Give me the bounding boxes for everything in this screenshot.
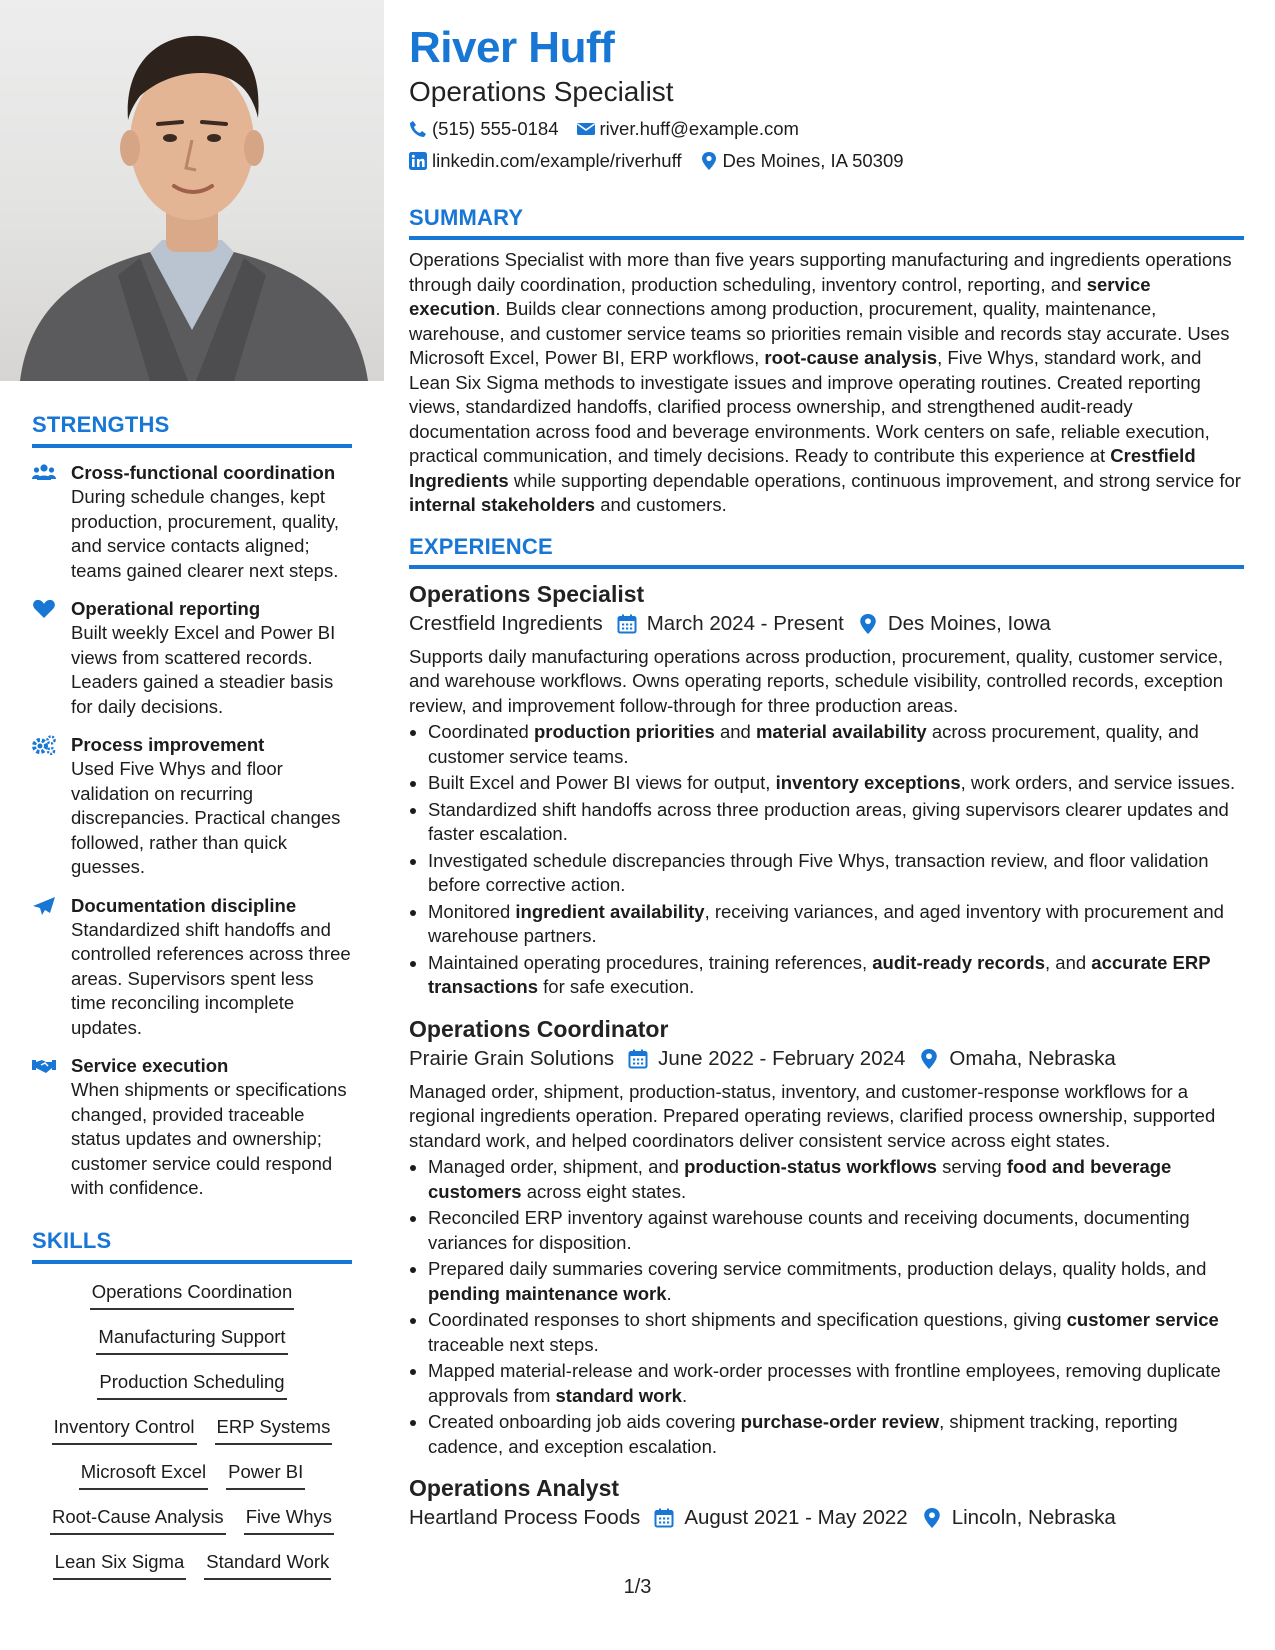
candidate-name: River Huff (409, 23, 615, 72)
job-bullet (428, 900, 1244, 949)
calendar-icon (617, 614, 637, 634)
main-content (409, 22, 1244, 1533)
users-icon (32, 463, 56, 483)
bold-text: Crestfield Ingredients (409, 445, 1196, 491)
experience-section (409, 534, 1244, 1534)
map-pin-icon (919, 1049, 939, 1069)
linkedin-text: linkedin.com/example/riverhuff (432, 150, 682, 171)
text-segment: . Builds clear connections among production, procurement, quality, maintenance, warehouse, and customer service teams so priorities remain visible and records stay accurate. Uses Microsoft Excel, Power BI, ERP workflows, (409, 298, 1230, 368)
bold-text: purchase-order review (740, 1411, 940, 1432)
summary-text (409, 248, 1244, 518)
bold-text: pending maintenance work (428, 1282, 667, 1304)
bold-text: internal stakeholders (409, 494, 596, 515)
text-segment: and (714, 721, 756, 742)
strengths-heading: STRENGTHS (32, 412, 352, 448)
experience-heading: EXPERIENCE (409, 534, 1244, 569)
job-dates: June 2022 - February 2024 (658, 1046, 906, 1070)
email-text: river.huff@example.com (599, 118, 799, 139)
heart-icon (32, 599, 56, 619)
text-segment: Coordinated (428, 721, 534, 742)
gears-icon (32, 735, 56, 755)
strength-item (32, 1054, 352, 1201)
bold-text: standard work (555, 1384, 682, 1406)
job-meta (409, 609, 1244, 639)
job-location: Lincoln, Nebraska (951, 1506, 1116, 1529)
job-bullet (428, 1206, 1244, 1255)
text-segment: across procurement, quality, and customer service teams. (428, 721, 1199, 767)
job-bullet (428, 1257, 1244, 1306)
job-bullets (409, 720, 1244, 1000)
job-bullet (428, 849, 1244, 898)
calendar-icon (654, 1508, 674, 1528)
strength-title: Documentation discipline (71, 894, 297, 916)
contact-email[interactable] (577, 118, 799, 140)
linkedin-icon (409, 152, 427, 170)
bold-text: root-cause analysis (764, 347, 938, 368)
bold-text: service execution (409, 273, 1151, 319)
skill-tag: Inventory Control (52, 1415, 197, 1445)
job-bullet (428, 798, 1244, 847)
jobs-list (409, 579, 1244, 1534)
text-segment: for safe execution. (538, 976, 695, 997)
strength-title: Operational reporting (71, 598, 261, 619)
strength-desc: When shipments or specifications changed, provided traceable status updates and ownership; customer service could respond with confidence. (71, 1079, 347, 1198)
strength-title: Service execution (71, 1055, 229, 1076)
job-bullet (428, 1410, 1244, 1459)
sidebar-content (32, 412, 352, 1595)
bold-text: audit-ready records (872, 951, 1045, 973)
map-pin-icon (922, 1508, 942, 1528)
contact-info (409, 113, 1244, 177)
contact-phone[interactable] (409, 118, 559, 140)
location-text: Des Moines, IA 50309 (722, 150, 904, 171)
strengths-list (32, 461, 352, 1201)
strength-item (32, 461, 352, 583)
text-segment: , and (1045, 951, 1092, 973)
text-segment: , work orders, and service issues. (960, 772, 1236, 793)
text-segment: across eight states. (521, 1180, 687, 1202)
skill-tag: Microsoft Excel (79, 1460, 208, 1490)
bold-text: material availability (755, 721, 927, 742)
job-company: Crestfield Ingredients (409, 611, 603, 635)
map-pin-icon (858, 614, 878, 634)
text-segment: Coordinated responses to short shipments and specification questions, giving (428, 1309, 1067, 1330)
profile-photo (0, 0, 384, 381)
strength-item (32, 733, 352, 880)
job-entry (409, 1473, 1244, 1533)
text-segment: . (666, 1282, 672, 1304)
text-segment: , receiving variances, and aged inventory with procurement and warehouse partners. (428, 900, 1224, 946)
text-segment: serving (936, 1156, 1007, 1177)
text-segment: Created onboarding job aids covering (428, 1411, 741, 1432)
text-segment: Monitored (428, 900, 516, 922)
job-company: Prairie Grain Solutions (409, 1046, 615, 1070)
text-segment: , shipment tracking, reporting cadence, and exception escalation. (428, 1411, 1178, 1457)
sidebar (0, 0, 384, 1650)
job-bullet (428, 1308, 1244, 1357)
text-segment: Investigated schedule discrepancies through Five Whys, transaction review, and floor validation before corrective action. (428, 849, 1209, 895)
job-entry (409, 1014, 1244, 1460)
bold-text: food and beverage customers (428, 1156, 1172, 1202)
job-dates: August 2021 - May 2022 (684, 1506, 908, 1529)
bold-text: accurate ERP transactions (428, 951, 1211, 997)
strength-desc: Used Five Whys and floor validation on recurring discrepancies. Practical changes followed, rather than quick guesses. (71, 758, 341, 877)
strength-item (32, 894, 352, 1041)
skill-tag: Operations Coordination (90, 1280, 295, 1310)
skill-tag: Production Scheduling (97, 1370, 286, 1400)
contact-location (700, 150, 904, 172)
job-location: Des Moines, Iowa (887, 611, 1051, 635)
bold-text: inventory exceptions (775, 772, 961, 793)
skill-tag: Five Whys (244, 1505, 334, 1535)
job-meta (409, 1503, 1244, 1533)
strength-desc: During schedule changes, kept production, procurement, quality, and service contacts aligned; teams gained clearer next steps. (71, 486, 340, 581)
skill-tag: Root-Cause Analysis (50, 1505, 226, 1535)
portrait-illustration (0, 0, 384, 381)
job-dates: March 2024 - Present (646, 611, 844, 635)
text-segment: Prepared daily summaries covering service commitments, production delays, quality holds, and (428, 1258, 1207, 1279)
page-number: 1/3 (623, 1576, 652, 1598)
text-segment: Operations Specialist with more than five years supporting manufacturing and ingredients operations through daily coordination, production scheduling, inventory control, reporting, and (409, 249, 1232, 295)
job-bullets (409, 1155, 1244, 1459)
text-segment: . (681, 1384, 688, 1406)
job-description: Managed order, shipment, production-status, inventory, and customer-response workflows for a regional ingredients operation. Prepared operating reviews, clarified process ownership, supported standard work, and helped coordinators deliver consistent service across eight states. (409, 1080, 1216, 1151)
phone-text: (515) 555-0184 (432, 118, 559, 139)
strength-item (32, 597, 352, 719)
text-segment: Standardized shift handoffs across three production areas, giving supervisors clearer updates and faster escalation. (428, 798, 1229, 844)
job-bullet (428, 720, 1244, 769)
skills-heading: SKILLS (32, 1228, 352, 1264)
job-company: Heartland Process Foods (409, 1506, 641, 1529)
summary-section (409, 205, 1244, 518)
calendar-icon (628, 1049, 648, 1069)
job-bullet (428, 1359, 1244, 1408)
bold-text: ingredient availability (515, 900, 705, 922)
job-description: Supports daily manufacturing operations across production, procurement, quality, customer service, and warehouse workflows. Owns operating reports, schedule visibility, controlled records, exception review, and improvement follow-through for three production areas. (409, 645, 1224, 716)
text-segment: Managed order, shipment, and (428, 1156, 685, 1177)
text-segment: , Five Whys, standard work, and Lean Six Sigma methods to investigate issues and improve operating routines. Created reporting views, standardized handoffs, clarified process ownership, and strengthened audit-ready documentation across food and beverage environments. Work centers on safe, reliable execution, practical communication, and timely decisions. Ready to contribute this experience at (409, 347, 1210, 466)
job-title: Operations Coordinator (409, 1015, 669, 1042)
skill-tag: Lean Six Sigma (53, 1550, 187, 1580)
job-entry (409, 579, 1244, 1000)
candidate-role: Operations Specialist (409, 76, 674, 107)
job-title: Operations Specialist (409, 580, 645, 607)
strength-title: Cross-functional coordination (71, 462, 336, 483)
text-segment: Reconciled ERP inventory against warehouse counts and receiving documents, documenting variances for disposition. (428, 1207, 1190, 1253)
text-segment: Built Excel and Power BI views for output, (428, 772, 776, 793)
text-segment: Maintained operating procedures, training references, (428, 951, 873, 973)
map-pin-icon (700, 152, 718, 170)
paper-plane-icon (32, 896, 56, 916)
strength-desc: Built weekly Excel and Power BI views from scattered records. Leaders gained a steadier basis for daily decisions. (71, 622, 336, 717)
bold-text: production-status workflows (684, 1156, 937, 1177)
job-bullet (428, 951, 1244, 1000)
text-segment: traceable next steps. (428, 1333, 599, 1355)
envelope-icon (577, 120, 595, 138)
job-bullet (428, 1155, 1244, 1204)
job-bullet (428, 771, 1244, 796)
skill-tag: Power BI (226, 1460, 305, 1490)
text-segment: and customers. (595, 494, 727, 515)
job-meta (409, 1044, 1244, 1074)
bold-text: customer service (1066, 1309, 1219, 1330)
skill-tag: Manufacturing Support (96, 1325, 287, 1355)
handshake-icon (32, 1056, 56, 1076)
bold-text: production priorities (533, 721, 715, 742)
strength-title: Process improvement (71, 734, 265, 755)
text-segment: Mapped material-release and work-order processes with frontline employees, removing duplicate approvals from (428, 1360, 1221, 1406)
skills-list (32, 1280, 352, 1595)
phone-icon (409, 120, 427, 138)
job-title: Operations Analyst (409, 1475, 620, 1501)
contact-linkedin[interactable] (409, 150, 682, 172)
skill-tag: Standard Work (204, 1550, 331, 1580)
job-location: Omaha, Nebraska (949, 1046, 1116, 1070)
strength-desc: Standardized shift handoffs and controlled references across three areas. Supervisors spent less time reconciling incomplete updates. (71, 918, 351, 1038)
text-segment: while supporting dependable operations, continuous improvement, and strong service for (508, 469, 1241, 491)
summary-heading: SUMMARY (409, 205, 1244, 240)
skill-tag: ERP Systems (215, 1415, 333, 1445)
